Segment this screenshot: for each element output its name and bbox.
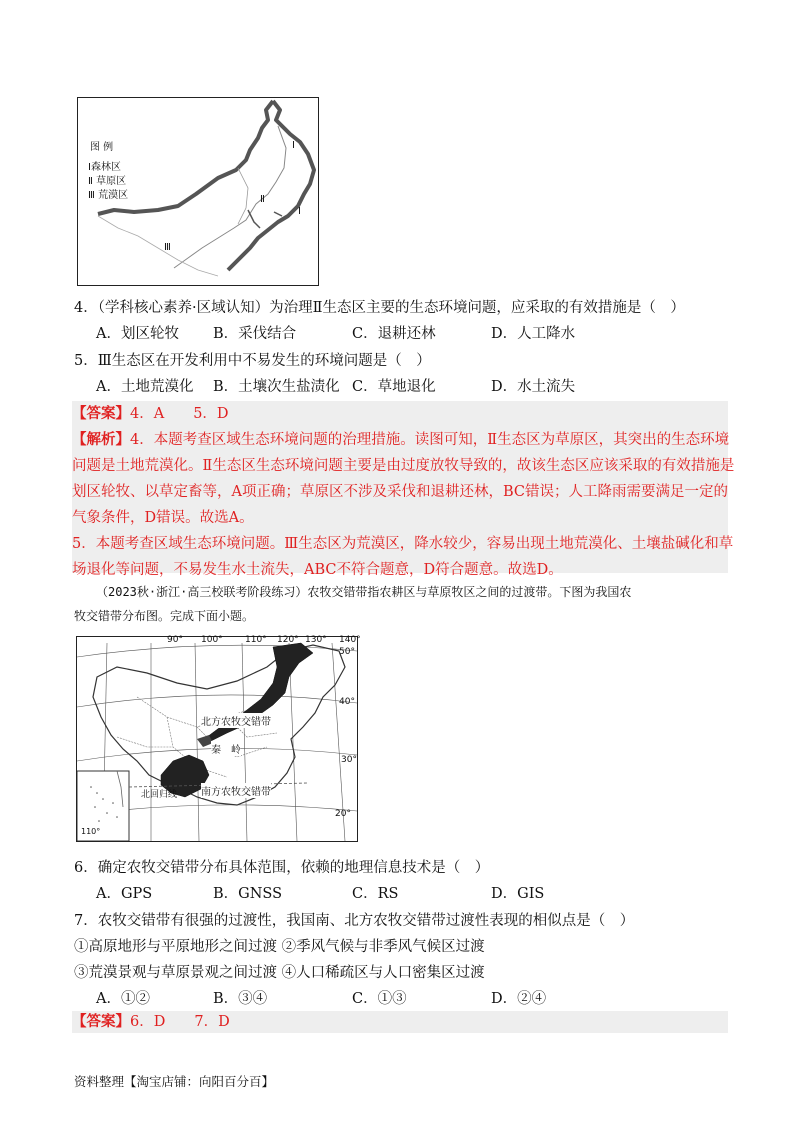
- longitude-label: 130°: [305, 635, 327, 645]
- question-7-statements-1: ①高原地形与平原地形之间过渡 ②季风气候与非季风气候区过渡: [74, 939, 485, 955]
- map1-legend-item-grassland: Ⅱ 草原区: [88, 176, 127, 187]
- answer-tag: 【答案】: [72, 405, 130, 422]
- map1-legend-title: 图 例: [90, 142, 114, 153]
- answer-text: 4．A 5．D: [130, 406, 229, 422]
- longitude-label: 120°: [277, 635, 299, 645]
- option-c[interactable]: C．①③: [352, 991, 407, 1007]
- option-a[interactable]: A．划区轮牧: [96, 326, 179, 342]
- option-a[interactable]: A．土地荒漠化: [96, 379, 194, 395]
- question-4-text: 4．（学科核心素养·区域认知）为治理Ⅱ生态区主要的生态环境问题，应采取的有效措施是（ ）: [74, 300, 685, 316]
- inset-longitude-label: 110°: [81, 827, 101, 836]
- option-d[interactable]: D．GIS: [491, 886, 545, 902]
- option-c[interactable]: C．草地退化: [352, 379, 436, 395]
- option-c[interactable]: C．RS: [352, 886, 399, 902]
- question-6-text: 6．确定农牧交错带分布具体范围，依赖的地理信息技术是（ ）: [74, 860, 490, 876]
- longitude-label: 140°: [339, 635, 361, 645]
- analysis-line: 气象条件，D错误。故选A。: [72, 510, 254, 526]
- latitude-label: 30°: [341, 755, 357, 765]
- option-b[interactable]: B．GNSS: [213, 886, 283, 902]
- option-b[interactable]: B．③④: [213, 991, 268, 1007]
- latitude-label: 40°: [339, 697, 355, 707]
- map1-zone-label: Ⅰ: [298, 206, 301, 217]
- agro-pastoral-map-drawing: [77, 637, 357, 841]
- question-7-options: [0, 989, 800, 1009]
- latitude-label: 50°: [339, 647, 355, 657]
- option-b[interactable]: B．土壤次生盐渍化: [213, 379, 340, 395]
- longitude-label: 110°: [245, 635, 267, 645]
- map1-zone-label: Ⅰ: [292, 140, 295, 151]
- section-intro-continued: 牧交错带分布图。完成下面小题。: [74, 609, 255, 623]
- answer-analysis-block: [72, 401, 735, 578]
- answer-tag: 【答案】: [72, 1013, 130, 1030]
- latitude-label: 20°: [335, 809, 351, 819]
- tropic-label: 北回归线: [141, 790, 178, 800]
- option-a[interactable]: A．①②: [96, 991, 150, 1007]
- map1-legend-item-desert: Ⅲ 荒漠区: [88, 190, 129, 201]
- answer-text: 6．D 7．D: [130, 1014, 230, 1030]
- answer-block-2: [72, 1011, 728, 1033]
- analysis-line: 5．本题考查区域生态环境问题。Ⅲ生态区为荒漠区，降水较少，容易出现土地荒漠化、土壤盐碱化和草: [72, 536, 734, 552]
- option-d[interactable]: D．②④: [491, 991, 547, 1007]
- analysis-line: 4．本题考查区域生态环境问题的治理措施。读图可知，Ⅱ生态区为草原区，其突出的生态环境: [130, 432, 730, 448]
- page-footer: 资料整理【淘宝店铺：向阳百分百】: [74, 1074, 275, 1089]
- question-7-statements-2: ③荒漠景观与草原景观之间过渡 ④人口稀疏区与人口密集区过渡: [74, 965, 485, 981]
- map1-zone-label: Ⅱ: [260, 194, 265, 205]
- analysis-line: 问题是土地荒漠化。Ⅱ生态区生态环境问题主要是由过度放牧导致的，故该生态区应该采取的有效措施是: [72, 458, 735, 474]
- question-7-text: 7．农牧交错带有很强的过渡性，我国南、北方农牧交错带过渡性表现的相似点是（ ）: [74, 913, 635, 929]
- qinling-label: 秦 岭: [211, 741, 241, 756]
- section-intro: （2023秋·浙江·高三校联考阶段练习）农牧交错带指农耕区与草原牧区之间的过渡带。下图为我国农: [96, 585, 632, 599]
- longitude-label: 100°: [201, 635, 223, 645]
- question-5-options: [0, 377, 800, 397]
- option-d[interactable]: D．水土流失: [491, 379, 576, 395]
- longitude-label: 90°: [167, 635, 183, 645]
- north-belt-label: 北方农牧交错带: [201, 713, 271, 728]
- ecoregion-map: [77, 97, 319, 286]
- analysis-line: 场退化等问题，不易发生水土流失，ABC不符合题意，D符合题意。故选D。: [72, 562, 563, 578]
- south-belt-label: 南方农牧交错带: [201, 783, 271, 798]
- question-5-text: 5．Ⅲ生态区在开发利用中不易发生的环境问题是（ ）: [74, 353, 431, 369]
- option-c[interactable]: C．退耕还林: [352, 326, 436, 342]
- analysis-tag: 【解析】: [72, 431, 130, 448]
- map1-legend-item-forest: Ⅰ森林区: [88, 162, 121, 173]
- option-a[interactable]: A．GPS: [96, 886, 153, 902]
- option-d[interactable]: D．人工降水: [491, 326, 576, 342]
- agro-pastoral-map: [76, 635, 361, 842]
- question-6-options: [0, 884, 800, 904]
- option-b[interactable]: B．采伐结合: [213, 326, 297, 342]
- question-4-options: [0, 324, 800, 344]
- map1-zone-label: Ⅲ: [164, 242, 171, 253]
- analysis-line: 划区轮牧、以草定畜等，A项正确；草原区不涉及采伐和退耕还林，BC错误；人工降雨需要满足一定的: [72, 484, 728, 500]
